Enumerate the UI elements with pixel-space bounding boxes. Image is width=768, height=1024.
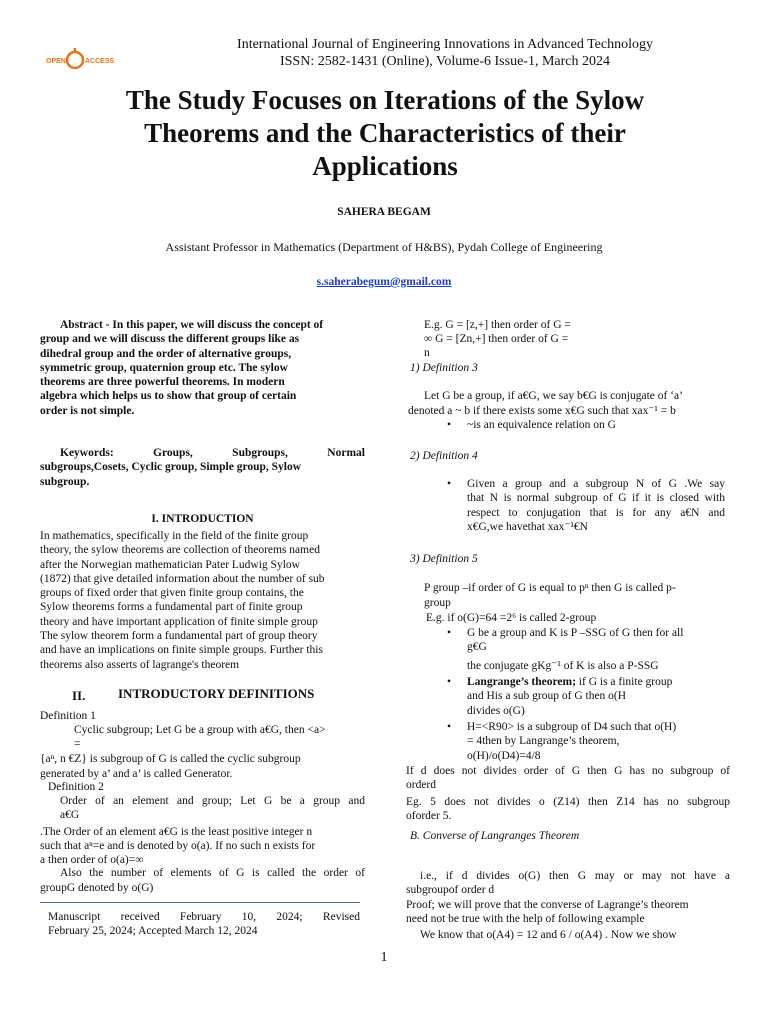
example-line: ∞ G = [Zn,+] then order of G = xyxy=(424,333,569,345)
definition-4-label: 2) Definition 4 xyxy=(410,450,478,462)
logo-text-open: OPEN xyxy=(46,58,66,65)
bullet-continuation: the conjugate gKg⁻¹ of K is also a P-SSG xyxy=(467,660,659,672)
definition-3-label: 1) Definition 3 xyxy=(410,362,478,374)
definition-2-line: Also the number of elements of G is called the order of xyxy=(60,867,365,879)
definition-3-line: denoted a ~ b if there exists some x€G such that xax⁻¹ = b xyxy=(408,405,676,417)
keywords: Keywords: Groups, Subgroups, Normal subgroups,Cosets, Cyclic group, Simple group, Sylow subgroup. xyxy=(40,447,365,488)
subsection-b-heading: B. Converse of Langranges Theorem xyxy=(410,830,580,842)
paragraph: Eg. 5 does not divides o (Z14) then Z14 has no subgroup oforder 5. xyxy=(406,796,730,823)
definition-2-line: such that aⁿ=e and is denoted by o(a). If no such n exists for xyxy=(40,840,316,852)
definition-1-line: Cyclic subgroup; Let G be a group with a€G, then <a> xyxy=(74,724,326,736)
footnote-received: Manuscript received February 10, 2024; Revised xyxy=(48,911,360,923)
definition-2-line: .The Order of an element a€G is the least positive integer n xyxy=(40,826,313,838)
abstract: Abstract - In this paper, we will discuss the concept of group and we will discuss the different groups like as dihedral group and the order of alternative groups, symmetric group, quaternion group etc. The sylow theorems are three powerful theorems. In modern algebra which helps us to show that group of certain order is not simple. xyxy=(40,319,324,417)
journal-name: International Journal of Engineering Innovations in Advanced Technology xyxy=(237,37,653,52)
journal-issn: ISSN: 2582-1431 (Online), Volume-6 Issue-1, March 2024 xyxy=(279,54,610,69)
paragraph: i.e., if d divides o(G) then G may or may not have a xyxy=(420,870,730,882)
definition-3-line: Let G be a group, if a€G, we say b€G is conjugate of ‘a’ xyxy=(424,390,683,402)
paragraph: We know that o(A4) = 12 and 6 / o(A4) . Now we show xyxy=(420,929,677,941)
open-lock-icon xyxy=(67,52,83,68)
paragraph: Proof; we will prove that the converse of Lagrange’s theorem xyxy=(406,899,689,911)
example-line: E.g. G = [z,+] then order of G = xyxy=(424,319,571,331)
author-name: SAHERA BEGAM xyxy=(337,206,431,218)
example-line: n xyxy=(424,347,430,359)
definition-5-line: E.g. if o(G)=64 =2⁶ is called 2-group xyxy=(426,612,597,624)
definition-2-line: Order of an element and group; Let G be a group and xyxy=(60,795,365,807)
definition-5-label: 3) Definition 5 xyxy=(410,553,478,565)
bullet-item: • Langrange’s theorem; if G is a finite group and His a sub group of G then o(H divides o(G) xyxy=(447,676,673,717)
definition-2-line: a€G xyxy=(60,809,80,821)
bullet-item: • G be a group and K is P –SSG of G then for all g€G xyxy=(447,627,684,654)
author-email-link[interactable]: s.saherabegum@gmail.com xyxy=(316,276,452,288)
definition-2-line: a then order of o(a)=∞ xyxy=(40,854,144,866)
definition-1-line: generated by a’ and a’ is called Generator. xyxy=(40,768,233,780)
bullet-item: • Given a group and a subgroup N of G .We say that N is normal subgroup of G if it is closed with respect to conjugation that is for any a€N and x€G,we havethat xax⁻¹€N xyxy=(447,478,725,533)
bullet-icon: • xyxy=(447,419,452,431)
author-affiliation: Assistant Professor in Mathematics (Department of H&BS), Pydah College of Engineering xyxy=(165,240,603,254)
logo-text-access: ACCESS xyxy=(85,58,115,65)
bullet-icon: • xyxy=(447,676,452,688)
bullet-icon: • xyxy=(447,627,452,639)
bullet-item: • H=<R90> is a subgroup of D4 such that o(H) = 4then by Langrange’s theorem, o(H)/o(D4)=4/8 xyxy=(447,721,677,762)
definition-2-label: Definition 2 xyxy=(48,781,104,793)
paragraph: need not be true with the help of following example xyxy=(406,913,645,925)
paragraph: subgroupof order d xyxy=(406,884,495,896)
definition-1-line: {aⁿ, n €Z} is subgroup of G is called the cyclic subgroup xyxy=(40,753,301,765)
paper-title: The Study Focuses on Iterations of the Sylow Theorems and the Characteristics of their Applications xyxy=(125,85,645,181)
footnote-received: February 25, 2024; Accepted March 12, 2024 xyxy=(48,925,258,937)
definition-5-line: group xyxy=(424,597,451,609)
bullet-icon: • xyxy=(447,721,452,733)
paragraph: If d does not divides order of G then G has no subgroup of orderd xyxy=(406,765,730,792)
definition-1-label: Definition 1 xyxy=(40,710,96,722)
bullet-item: • ~is an equivalence relation on G xyxy=(447,419,616,431)
definition-5-line: P group –if order of G is equal to pⁿ then G is called p- xyxy=(424,582,676,594)
footnote-rule xyxy=(40,902,360,903)
page-number: 1 xyxy=(380,950,388,965)
bullet-icon: • xyxy=(447,478,452,490)
section-2-heading: INTRODUCTORY DEFINITIONS xyxy=(118,686,315,701)
definition-1-line: = xyxy=(74,738,81,750)
section-intro-heading: I. INTRODUCTION xyxy=(151,513,254,525)
section-2-number: II. xyxy=(72,688,86,703)
definition-2-line: groupG denoted by o(G) xyxy=(40,882,154,894)
open-access-logo xyxy=(42,48,132,72)
intro-paragraph: In mathematics, specifically in the field of the finite group theory, the sylow theorems are collection of theorems named after the Norwegian mathematician Pater Ludwig Sylow (1872) that give detailed information about the number of sub groups of fixed order that given finite group contains, the Sylow theorems forms a fundamental part of finite group theory and have important application of finite simple group The sylow theorem form a fundamental part of group theory and have an implications on finite simple groups. Further this theorems also asserts of lagrange's theorem xyxy=(40,530,325,671)
